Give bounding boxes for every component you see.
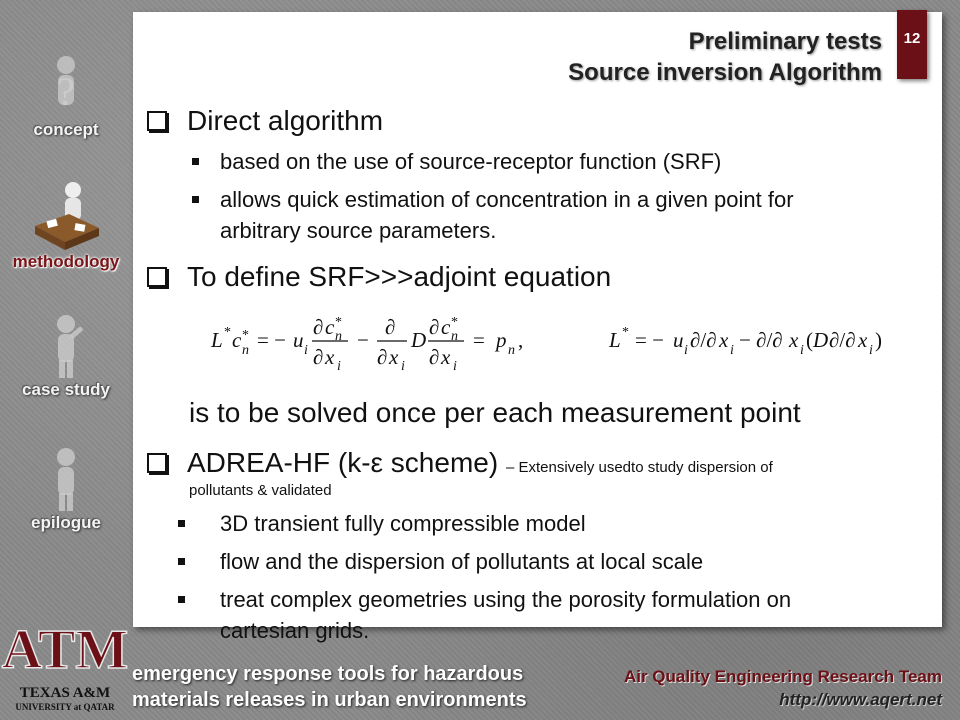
svg-text:x: x (858, 328, 868, 352)
sidebar-item-methodology[interactable] (0, 180, 132, 272)
square-bullet-icon (178, 596, 185, 603)
texas-am-logo (1, 612, 129, 717)
svg-text:*: * (451, 315, 458, 330)
svg-text:=: = (473, 328, 485, 352)
sub-bullet-text: 3D transient fully compressible model (220, 511, 586, 536)
svg-text:u: u (673, 328, 684, 352)
svg-text:∂: ∂ (385, 315, 396, 339)
sub-bullet-3d-model (220, 508, 586, 539)
tagline-line-1: emergency response tools for hazardous (132, 663, 524, 685)
svg-text:∂/∂: ∂/∂ (690, 328, 717, 352)
sub-bullet-text: flow and the dispersion of pollutants at local scale (220, 549, 704, 574)
svg-text:?: ? (57, 69, 75, 114)
checkbox-bullet-icon (147, 453, 167, 473)
team-name: Air Quality Engineering Research Team (623, 667, 942, 686)
bullet-text: ADREA-HF (k-ε scheme) (187, 447, 499, 478)
footer-tagline (132, 661, 527, 713)
team-url-link[interactable]: http://www.aqert.net (779, 690, 942, 709)
bullet-direct-algorithm (147, 104, 383, 138)
sub-bullet-text: based on the use of source-receptor function (SRF) (220, 149, 722, 174)
svg-text:i: i (684, 343, 688, 358)
title-line-1: Preliminary tests (688, 28, 882, 55)
svg-text:= −: = − (635, 328, 664, 352)
bullet-text: To define SRF>>>adjoint equation (187, 261, 612, 292)
svg-text:i: i (800, 343, 804, 358)
desk-figure-icon (29, 180, 103, 252)
svg-text:n: n (508, 343, 515, 358)
svg-text:∂/∂: ∂/∂ (829, 328, 856, 352)
square-bullet-icon (178, 558, 185, 565)
sub-bullet-flow (220, 546, 703, 577)
tagline-line-2: materials releases in urban environments (132, 689, 527, 711)
checkbox-bullet-icon (147, 267, 167, 287)
svg-text:∂: ∂ (377, 345, 388, 369)
svg-text:D: D (813, 328, 829, 352)
atm-logo-icon (1, 612, 129, 681)
svg-text:i: i (453, 359, 457, 374)
measurement-point-note: is to be solved once per each measurement point (189, 397, 801, 428)
bullet-note-text-cont: pollutants & validated (189, 482, 332, 499)
svg-text:∂: ∂ (313, 345, 324, 369)
sub-bullet-quick-estimation (220, 184, 794, 246)
svg-text:,: , (518, 328, 524, 352)
svg-text:): ) (875, 328, 882, 352)
svg-text:*: * (335, 315, 342, 330)
svg-text:−: − (357, 328, 369, 352)
svg-text:x: x (789, 328, 799, 352)
svg-text:L: L (211, 328, 223, 352)
svg-text:i: i (730, 343, 734, 358)
sub-bullet-srf (220, 146, 721, 177)
square-bullet-icon (192, 196, 199, 203)
svg-text:p: p (496, 328, 507, 352)
svg-text:∂: ∂ (429, 315, 440, 339)
sidebar-label-epilogue: epilogue (31, 513, 101, 532)
checkbox-bullet-icon (147, 111, 167, 131)
svg-text:− ∂/∂: − ∂/∂ (739, 328, 783, 352)
svg-text:n: n (335, 329, 342, 344)
svg-text:x: x (389, 345, 399, 369)
svg-text:i: i (337, 359, 341, 374)
sidebar-label-methodology: methodology (12, 252, 120, 271)
adjoint-equation (211, 304, 911, 374)
question-figure-icon (31, 50, 101, 120)
svg-text:∂: ∂ (313, 315, 324, 339)
svg-text:L: L (609, 328, 621, 352)
sidebar-item-epilogue[interactable] (0, 445, 132, 533)
svg-text:D: D (411, 328, 427, 352)
logo-text-qatar: UNIVERSITY at QATAR (15, 702, 115, 712)
svg-text:∂: ∂ (429, 345, 440, 369)
svg-text:n: n (451, 329, 458, 344)
svg-text:*: * (622, 325, 629, 340)
svg-text:*: * (224, 325, 231, 340)
square-bullet-icon (192, 158, 199, 165)
title-line-2: Source inversion Algorithm (568, 59, 882, 86)
svg-text:c: c (325, 315, 335, 339)
svg-text:c: c (441, 315, 451, 339)
svg-text:*: * (242, 328, 249, 343)
bullet-define-srf (147, 260, 611, 294)
svg-text:(: ( (806, 328, 813, 352)
bullet-adrea-hf (147, 446, 773, 485)
page-number: 12 (897, 10, 927, 79)
sidebar-item-case-study[interactable] (0, 312, 132, 400)
slide-panel (133, 12, 942, 643)
svg-text:x: x (719, 328, 729, 352)
svg-text:i: i (869, 343, 873, 358)
svg-text:i: i (401, 359, 405, 374)
standing-figure-icon (36, 445, 96, 513)
svg-text:i: i (304, 343, 308, 358)
svg-text:= −: = − (257, 328, 286, 352)
logo-text-university: TEXAS A&M (19, 685, 111, 701)
square-bullet-icon (178, 520, 185, 527)
bullet-text: Direct algorithm (187, 105, 384, 136)
slide-title (568, 26, 882, 88)
sub-bullet-text: allows quick estimation of concentration in a given point for (220, 187, 794, 212)
bullet-note-text: – Extensively usedto study dispersion of (505, 459, 773, 476)
svg-text:c: c (232, 328, 242, 352)
sub-bullet-text-cont: cartesian grids. (220, 618, 370, 643)
thinking-figure-icon (36, 312, 96, 380)
slide-content (133, 12, 942, 643)
footer-credits (624, 667, 942, 710)
svg-text:x: x (325, 345, 335, 369)
sidebar-label-concept: concept (33, 120, 99, 139)
svg-text:x: x (441, 345, 451, 369)
sidebar-label-case-study: case study (22, 380, 110, 399)
sub-bullet-text-cont: arbitrary source parameters. (220, 218, 497, 243)
sub-bullet-text: treat complex geometries using the porosity formulation on (220, 587, 792, 612)
svg-text:u: u (293, 328, 304, 352)
sub-bullet-geometries (220, 584, 791, 646)
sidebar-item-concept[interactable] (0, 50, 132, 140)
logo-letters: ATM (1, 619, 129, 681)
svg-text:n: n (242, 343, 249, 358)
